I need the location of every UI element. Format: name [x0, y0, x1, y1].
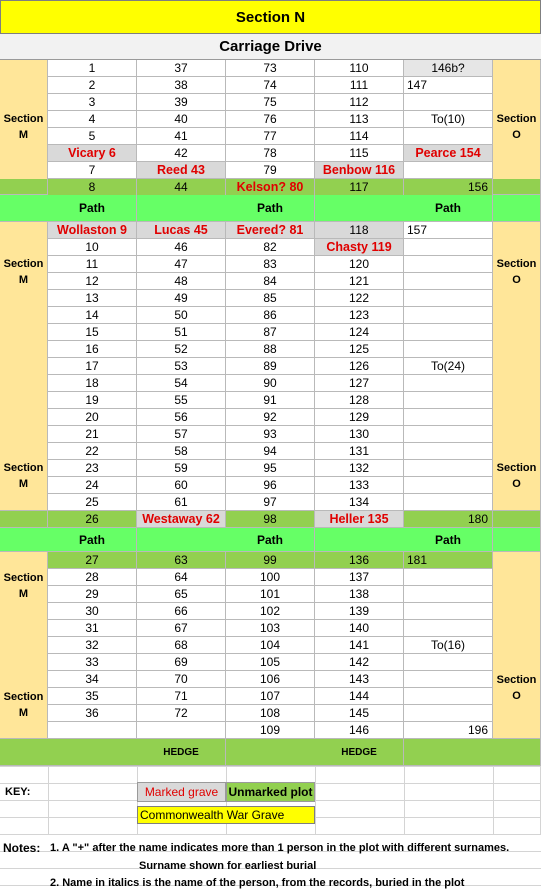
plot-cell: 126: [315, 358, 404, 375]
plot-cell: 10: [48, 239, 137, 256]
plot-cell: 98: [226, 511, 315, 528]
section-side-label-line2: M: [18, 478, 29, 490]
plot-cell: 37: [137, 60, 226, 77]
plot-cell: [404, 94, 493, 111]
plot-cell: 16: [48, 341, 137, 358]
plot-cell: Kelson? 80: [226, 179, 315, 196]
plot-cell: 100: [226, 569, 315, 586]
plot-cell: 124: [315, 324, 404, 341]
plot-cell: [404, 460, 493, 477]
carriage-drive-header: [0, 34, 541, 60]
plot-cell: Lucas 45: [137, 222, 226, 239]
plot-cell: 90: [226, 375, 315, 392]
plot-cell: 77: [226, 128, 315, 145]
plot-cell: 146: [315, 722, 404, 739]
plot-cell: [404, 477, 493, 494]
section-side-label-line2: M: [18, 707, 29, 719]
plot-cell: 49: [137, 290, 226, 307]
key-cwg: Commonwealth War Grave: [137, 806, 315, 824]
plot-cell: [137, 722, 226, 739]
carriage-drive-text: Carriage Drive: [219, 38, 322, 55]
plot-cell: 41: [137, 128, 226, 145]
plot-cell: 36: [48, 705, 137, 722]
section-title-text: Section N: [235, 8, 306, 26]
plot-cell: 130: [315, 426, 404, 443]
plot-cell: 75: [226, 94, 315, 111]
side-label-right-3: [493, 552, 541, 739]
plot-cell: 29: [48, 586, 137, 603]
plot-cell: 97: [226, 494, 315, 511]
plot-cell: Evered? 81: [226, 222, 315, 239]
plot-cell: 96: [226, 477, 315, 494]
section-side-label-line1: Section: [3, 572, 44, 584]
plot-cell: 51: [137, 324, 226, 341]
path-label: Path: [404, 528, 493, 552]
hedge-label: HEDGE: [137, 739, 226, 766]
plot-cell: 140: [315, 620, 404, 637]
plot-cell: 94: [226, 443, 315, 460]
plot-cell: [48, 722, 137, 739]
plot-cell: 46: [137, 239, 226, 256]
green-band-right: [493, 179, 541, 195]
plot-cell: 78: [226, 145, 315, 162]
plot-cell: [404, 586, 493, 603]
plot-cell: 138: [315, 586, 404, 603]
plot-cell: 139: [315, 603, 404, 620]
plot-cell: 30: [48, 603, 137, 620]
plot-cell: To(24): [404, 358, 493, 375]
plot-cell: To(10): [404, 111, 493, 128]
path-label: Path: [226, 528, 315, 552]
gridline: [0, 834, 541, 835]
plot-cell: 103: [226, 620, 315, 637]
plot-cell: 74: [226, 77, 315, 94]
plot-cell: 109: [226, 722, 315, 739]
plot-cell: 38: [137, 77, 226, 94]
plot-cell: [404, 128, 493, 145]
plot-cell: 106: [226, 671, 315, 688]
plot-cell: 104: [226, 637, 315, 654]
plot-cell: 105: [226, 654, 315, 671]
section-side-label-line2: O: [512, 690, 521, 702]
plot-cell: [404, 705, 493, 722]
plot-cell: [404, 494, 493, 511]
plot-cell: 23: [48, 460, 137, 477]
plot-cell: [404, 341, 493, 358]
plot-cell: 113: [315, 111, 404, 128]
plot-cell: 123: [315, 307, 404, 324]
key-label: KEY:: [5, 786, 31, 798]
plot-cell: 117: [315, 179, 404, 196]
plot-cell: 181: [404, 552, 493, 569]
section-side-label-line1: Section: [3, 691, 44, 703]
plot-cell: 85: [226, 290, 315, 307]
plot-cell: 65: [137, 586, 226, 603]
path-label: Path: [48, 195, 137, 222]
plot-cell: 76: [226, 111, 315, 128]
path-label: Path: [48, 528, 137, 552]
plot-cell: 157: [404, 222, 493, 239]
plot-cell: 12: [48, 273, 137, 290]
section-side-label-line2: M: [18, 274, 29, 286]
plot-cell: To(16): [404, 637, 493, 654]
plot-cell: [404, 654, 493, 671]
plot-cell: 136: [315, 552, 404, 569]
plot-cell: 137: [315, 569, 404, 586]
plot-cell: [404, 603, 493, 620]
plot-cell: 92: [226, 409, 315, 426]
section-side-label-line2: O: [512, 478, 521, 490]
plot-cell: 134: [315, 494, 404, 511]
plot-cell: [404, 569, 493, 586]
plot-cell: 17: [48, 358, 137, 375]
section-side-label-line1: Section: [3, 462, 44, 474]
plot-cell: [404, 409, 493, 426]
plot-cell: 120: [315, 256, 404, 273]
plot-cell: 83: [226, 256, 315, 273]
plot-cell: 20: [48, 409, 137, 426]
plot-cell: 121: [315, 273, 404, 290]
plot-cell: 52: [137, 341, 226, 358]
plot-cell: 89: [226, 358, 315, 375]
plot-cell: [404, 307, 493, 324]
side-label-left-2: [0, 222, 48, 511]
gridline: [315, 766, 316, 834]
plot-cell: 86: [226, 307, 315, 324]
plot-cell: 99: [226, 552, 315, 569]
section-side-label-line2: O: [512, 129, 521, 141]
section-side-label-line1: Section: [496, 674, 537, 686]
plot-cell: 21: [48, 426, 137, 443]
plot-cell: 50: [137, 307, 226, 324]
plot-cell: 54: [137, 375, 226, 392]
plot-cell: [404, 620, 493, 637]
plot-cell: 101: [226, 586, 315, 603]
plot-cell: 11: [48, 256, 137, 273]
plot-cell: 39: [137, 94, 226, 111]
plot-cell: 35: [48, 688, 137, 705]
plot-cell: 95: [226, 460, 315, 477]
hedge-label: HEDGE: [315, 739, 404, 766]
plot-cell: 34: [48, 671, 137, 688]
section-side-label-line1: Section: [496, 113, 537, 125]
plot-cell: 73: [226, 60, 315, 77]
plot-cell: 5: [48, 128, 137, 145]
plot-cell: 18: [48, 375, 137, 392]
section-side-label-line1: Section: [3, 113, 44, 125]
plot-cell: [404, 162, 493, 179]
path-label: Path: [226, 195, 315, 222]
plot-cell: 58: [137, 443, 226, 460]
plot-cell: 3: [48, 94, 137, 111]
plot-cell: 107: [226, 688, 315, 705]
plot-cell: Westaway 62: [137, 511, 226, 528]
plot-cell: 7: [48, 162, 137, 179]
plot-cell: 180: [404, 511, 493, 528]
plot-cell: 47: [137, 256, 226, 273]
plot-cell: 33: [48, 654, 137, 671]
key-unmarked-plot: Unmarked plot: [226, 782, 315, 802]
plot-cell: 4: [48, 111, 137, 128]
plot-cell: 24: [48, 477, 137, 494]
green-band-right: [493, 511, 541, 528]
plot-cell: 40: [137, 111, 226, 128]
plot-cell: 128: [315, 392, 404, 409]
plot-cell: 68: [137, 637, 226, 654]
plot-cell: 125: [315, 341, 404, 358]
hedge-row: [0, 739, 541, 766]
green-band-left: [0, 179, 48, 195]
plot-cell: [404, 239, 493, 256]
plot-cell: Benbow 116: [315, 162, 404, 179]
plot-cell: Vicary 6: [48, 145, 137, 162]
plot-cell: 146b?: [404, 60, 493, 77]
key-marked-grave: Marked grave: [137, 782, 226, 802]
plot-cell: Chasty 119: [315, 239, 404, 256]
plot-cell: 156: [404, 179, 493, 196]
plot-cell: 112: [315, 94, 404, 111]
plot-cell: 71: [137, 688, 226, 705]
plot-cell: 67: [137, 620, 226, 637]
plot-cell: [404, 443, 493, 460]
section-side-label-line2: M: [18, 588, 29, 600]
plot-cell: 118: [315, 222, 404, 239]
section-side-label-line1: Section: [3, 258, 44, 270]
plot-cell: [404, 273, 493, 290]
plot-cell: 66: [137, 603, 226, 620]
side-label-left-1: [0, 60, 48, 195]
plot-cell: 25: [48, 494, 137, 511]
plot-cell: 91: [226, 392, 315, 409]
plot-cell: 111: [315, 77, 404, 94]
plot-cell: 127: [315, 375, 404, 392]
plot-cell: 132: [315, 460, 404, 477]
plot-cell: 88: [226, 341, 315, 358]
plot-cell: [404, 290, 493, 307]
plot-cell: [404, 256, 493, 273]
section-title: [0, 0, 541, 34]
plot-cell: 87: [226, 324, 315, 341]
plot-cell: 60: [137, 477, 226, 494]
path-label: Path: [404, 195, 493, 222]
side-label-right-1: [493, 60, 541, 195]
plot-cell: 32: [48, 637, 137, 654]
plot-cell: 102: [226, 603, 315, 620]
plot-cell: 79: [226, 162, 315, 179]
plot-cell: 133: [315, 477, 404, 494]
plot-cell: 145: [315, 705, 404, 722]
plot-cell: 56: [137, 409, 226, 426]
plot-cell: 22: [48, 443, 137, 460]
note-line-3: 2. Name in italics is the name of the person, from the records, buried in the plot: [50, 877, 465, 889]
plot-cell: 84: [226, 273, 315, 290]
plot-cell: 115: [315, 145, 404, 162]
plot-cell: 27: [48, 552, 137, 569]
gridline: [0, 766, 541, 767]
plot-cell: 1: [48, 60, 137, 77]
plot-cell: 144: [315, 688, 404, 705]
plot-cell: [404, 392, 493, 409]
plot-cell: 42: [137, 145, 226, 162]
plot-cell: 14: [48, 307, 137, 324]
gridline: [493, 766, 494, 834]
plot-cell: 28: [48, 569, 137, 586]
note-line-1: 1. A "+" after the name indicates more than 1 person in the plot with different surnames.: [50, 842, 510, 854]
notes-label: Notes:: [3, 841, 41, 855]
plot-cell: 141: [315, 637, 404, 654]
plot-cell: 196: [404, 722, 493, 739]
plot-cell: 143: [315, 671, 404, 688]
plot-cell: 93: [226, 426, 315, 443]
plot-cell: Pearce 154: [404, 145, 493, 162]
plot-cell: 44: [137, 179, 226, 196]
plot-cell: 108: [226, 705, 315, 722]
gridline: [48, 766, 49, 834]
plot-cell: 48: [137, 273, 226, 290]
plot-cell: 110: [315, 60, 404, 77]
plot-cell: 142: [315, 654, 404, 671]
plot-cell: 2: [48, 77, 137, 94]
plot-cell: 55: [137, 392, 226, 409]
plot-cell: 19: [48, 392, 137, 409]
plot-cell: 31: [48, 620, 137, 637]
plot-cell: [404, 324, 493, 341]
plot-cell: 61: [137, 494, 226, 511]
plot-cell: Reed 43: [137, 162, 226, 179]
plot-cell: [404, 426, 493, 443]
plot-cell: Heller 135: [315, 511, 404, 528]
plot-cell: 59: [137, 460, 226, 477]
plot-cell: 69: [137, 654, 226, 671]
plot-cell: [404, 375, 493, 392]
plot-cell: 72: [137, 705, 226, 722]
plot-cell: Wollaston 9: [48, 222, 137, 239]
plot-cell: 70: [137, 671, 226, 688]
plot-cell: 53: [137, 358, 226, 375]
side-label-right-2: [493, 222, 541, 511]
plot-cell: 13: [48, 290, 137, 307]
plot-cell: 147: [404, 77, 493, 94]
plot-cell: 57: [137, 426, 226, 443]
plot-cell: [404, 671, 493, 688]
section-side-label-line2: M: [18, 129, 29, 141]
plot-cell: 82: [226, 239, 315, 256]
section-side-label-line1: Section: [496, 258, 537, 270]
gridline: [404, 766, 405, 834]
green-band-left: [0, 511, 48, 528]
plot-cell: 131: [315, 443, 404, 460]
note-line-2: Surname shown for earliest burial: [139, 860, 317, 872]
plot-cell: 114: [315, 128, 404, 145]
side-label-left-3: [0, 552, 48, 739]
plot-cell: 129: [315, 409, 404, 426]
plot-cell: 64: [137, 569, 226, 586]
plot-cell: 8: [48, 179, 137, 196]
plot-cell: 26: [48, 511, 137, 528]
plot-cell: 122: [315, 290, 404, 307]
section-side-label-line2: O: [512, 274, 521, 286]
plot-cell: [404, 688, 493, 705]
plot-cell: 63: [137, 552, 226, 569]
plot-cell: 15: [48, 324, 137, 341]
section-side-label-line1: Section: [496, 462, 537, 474]
